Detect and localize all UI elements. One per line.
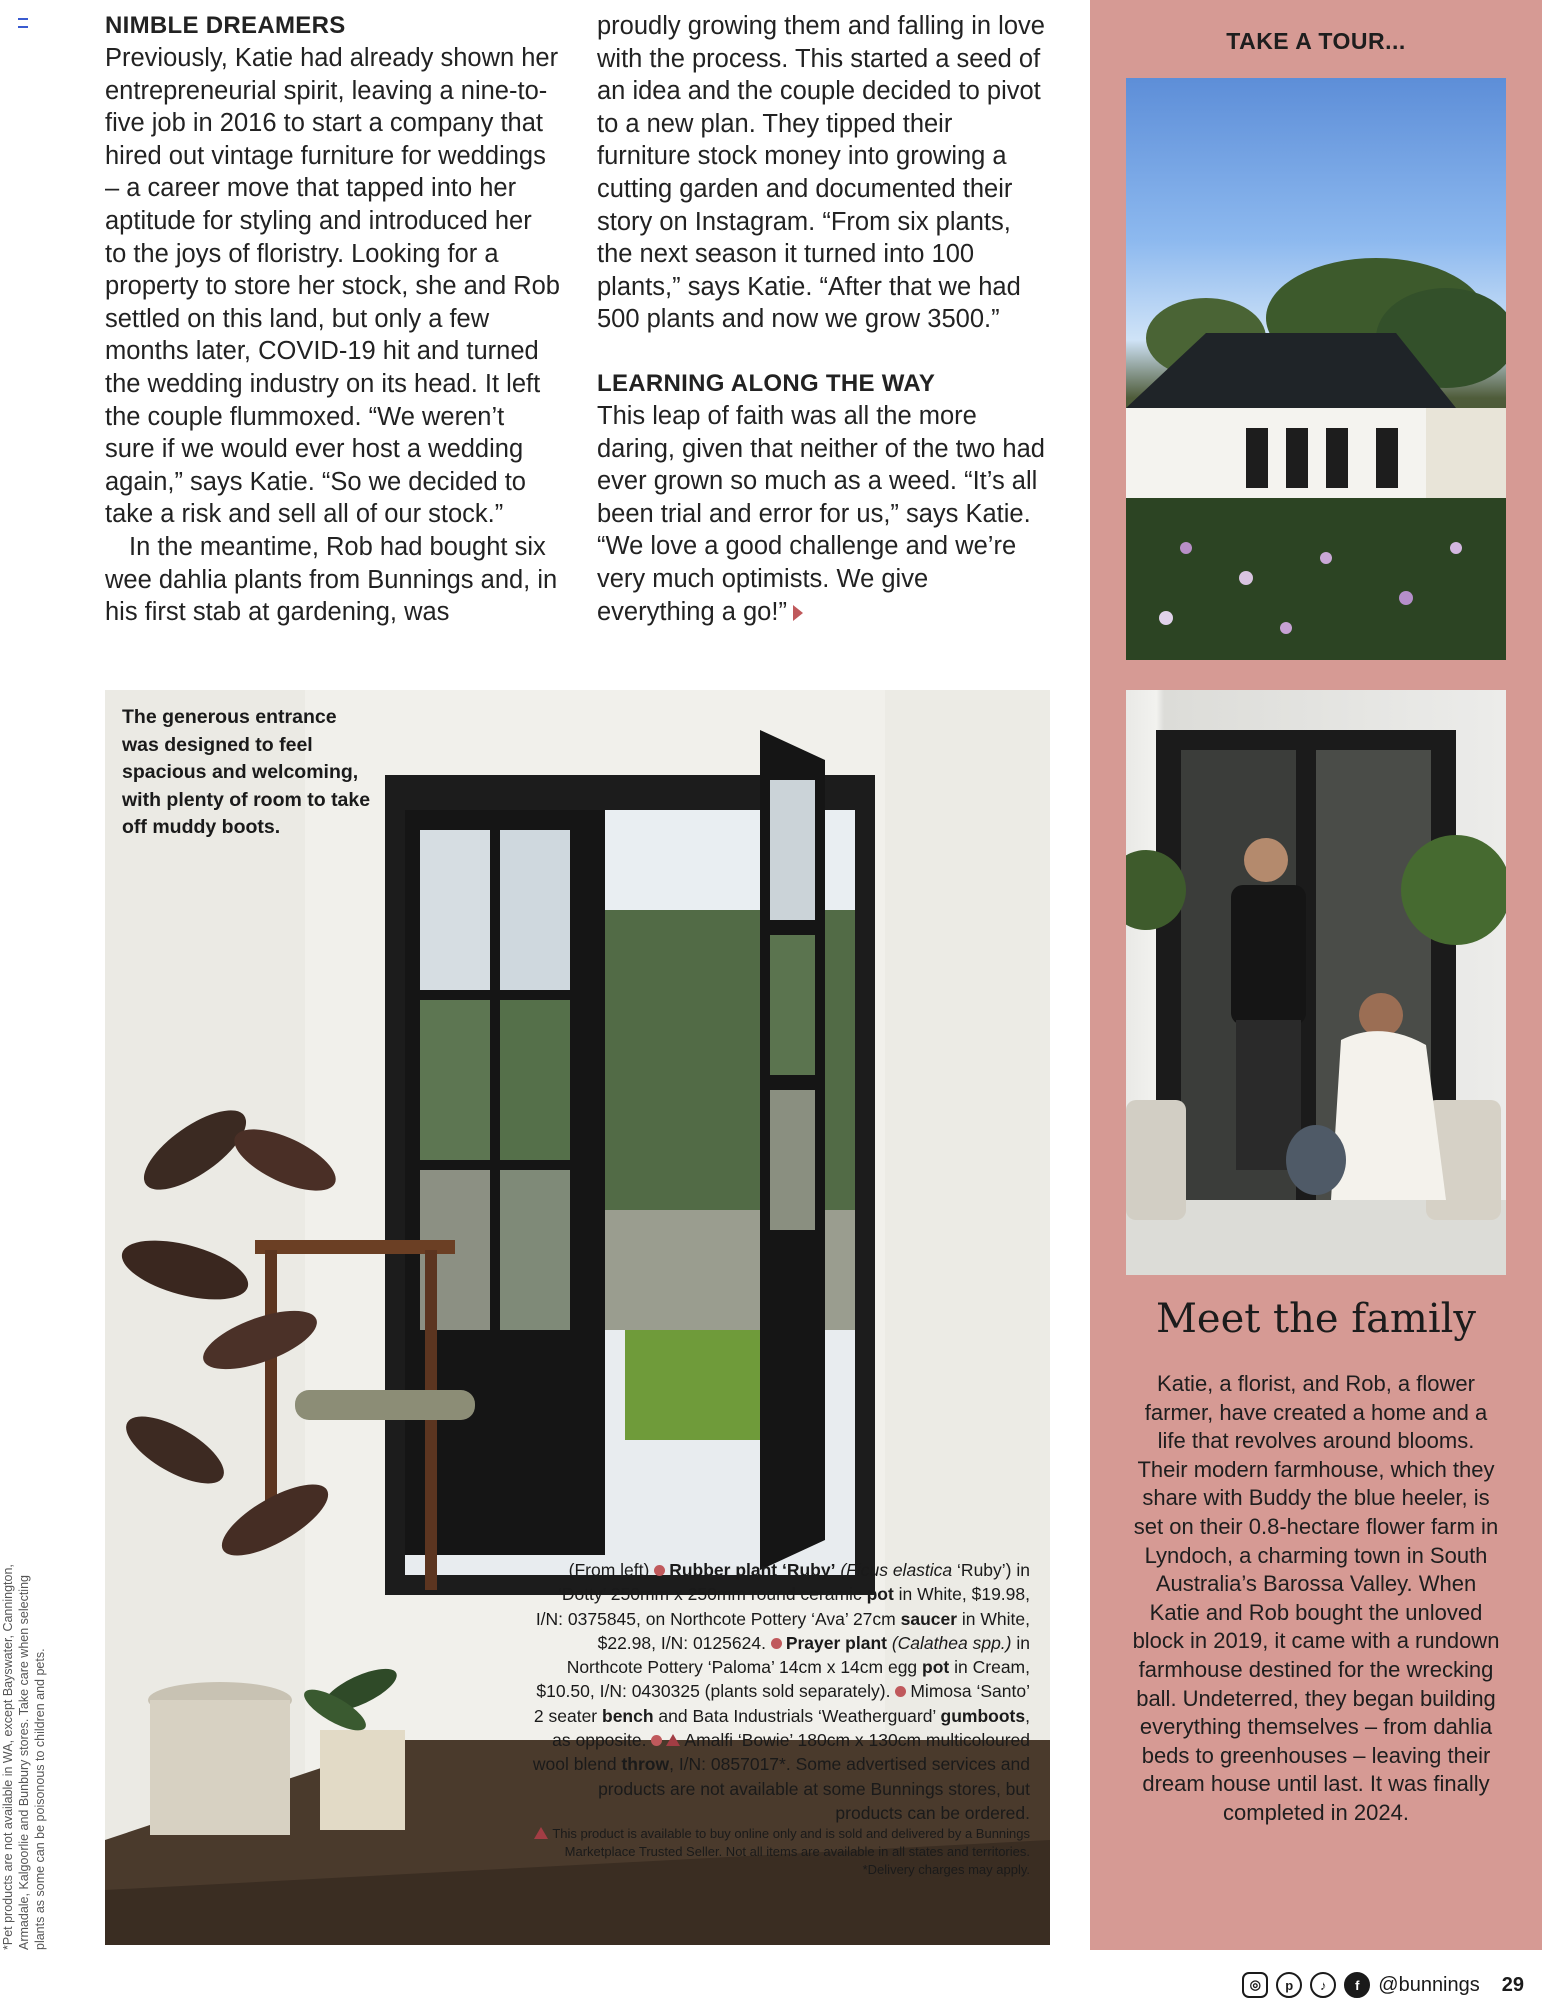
paragraph: proudly growing them and falling in love with the process. This started a seed of an idea and the couple decided to pivot to a new plan. They tipped their furniture stock money into growing a cutting garden and documented their story on Instagram. “From six plants, the next season it turned into 100 plants,” says Katie. “After that we had 500 plants and now we grow 3500.” bbox=[597, 12, 1045, 334]
legal-line: plants as some can be poisonous to children and pets. bbox=[33, 1648, 47, 1950]
credit-item-name: Rubber plant ‘Ruby’ bbox=[669, 1560, 836, 1580]
family-photo bbox=[1126, 690, 1506, 1275]
small-print bbox=[530, 1825, 1030, 1879]
pinterest-icon[interactable]: p bbox=[1276, 1972, 1302, 1998]
product-credits bbox=[530, 1558, 1030, 1879]
page-footer bbox=[1242, 1972, 1524, 1998]
legal-note bbox=[0, 1564, 47, 1950]
small-print-text: This product is available to buy online only and is sold and delivered by a Bunnings Marketplace Trusted Seller. Not all items are available in all states and territories. *Delivery charges may apply. bbox=[552, 1826, 1030, 1878]
credit-bold: saucer bbox=[900, 1608, 958, 1629]
credit-text: in White, $19.98, I/N: 0375845, on Northcote Pottery ‘Ava’ 27cm bbox=[535, 1584, 1030, 1629]
credit-bold: gumboots bbox=[940, 1705, 1026, 1726]
credit-bold: throw bbox=[621, 1754, 670, 1775]
tiktok-icon[interactable]: ♪ bbox=[1310, 1972, 1336, 1998]
marketplace-triangle-icon bbox=[666, 1734, 680, 1746]
hallway-photo bbox=[105, 690, 1050, 1945]
credit-text: Mimosa ‘Santo’ 2 seater bbox=[533, 1681, 1030, 1726]
credit-text: , as opposite. bbox=[552, 1705, 1030, 1751]
farmhouse-illustration bbox=[1126, 78, 1506, 660]
bunnings-dot-icon bbox=[651, 1735, 662, 1746]
credit-text: ‘Ruby’) in ‘Dotty’ 250mm x 250mm round ceramic bbox=[557, 1560, 1030, 1605]
article-column-right bbox=[597, 10, 1052, 628]
credit-item-name: Prayer plant bbox=[785, 1632, 887, 1653]
credit-latin: (Calathea spp.) bbox=[891, 1632, 1012, 1653]
instagram-icon[interactable]: ◎ bbox=[1242, 1972, 1268, 1998]
paragraph bbox=[597, 400, 1052, 628]
bunnings-dot-icon bbox=[771, 1638, 782, 1649]
marketplace-triangle-icon bbox=[534, 1827, 548, 1839]
family-illustration bbox=[1126, 690, 1506, 1275]
corner-mark bbox=[18, 18, 28, 28]
farmhouse-photo bbox=[1126, 78, 1506, 660]
social-handle: @bunnings bbox=[1378, 1973, 1480, 1996]
tour-title: TAKE A TOUR... bbox=[1226, 28, 1406, 54]
bunnings-dot-icon bbox=[895, 1686, 906, 1697]
paragraph: Previously, Katie had already shown her entrepreneurial spirit, leaving a nine-to-five job in 2016 to start a company that hired out vintage furniture for weddings – a career move that tapped into her aptitude for styling and introduced her to the joys of floristry. Looking for a property to store her stock, she and Rob settled on this land, but only a few months later, COVID-19 hit and turned the wedding industry on its head. It left the couple flummoxed. “We weren’t sure if we would ever host a wedding again,” says Katie. “So we decided to take a risk and sell all of our stock.” bbox=[105, 44, 560, 529]
credit-latin: (Ficus elastica bbox=[840, 1560, 953, 1580]
paragraph: In the meantime, Rob had bought six wee dahlia plants from Bunnings and, in his first stab at gardening, was bbox=[105, 532, 558, 627]
section-heading-learning: LEARNING ALONG THE WAY bbox=[597, 369, 936, 397]
credit-text: in White, $22.98, I/N: 0125624. bbox=[597, 1608, 1030, 1653]
family-body: Katie, a florist, and Rob, a flower farmer, have created a home and a life that revolves around blooms. Their modern farmhouse, which they share with Buddy the blue heeler, is set on their 0.8-hectare flower farm in Lyndoch, a charming town in South Australia’s Barossa Valley. When Katie and Rob bought the unloved block in 2019, it came with a rundown farmhouse destined for the wrecking ball. Undeterred, they began building everything themselves – from dahlia beds to greenhouses – leaving their dream house until last. It was finally completed in 2024. bbox=[1132, 1371, 1500, 1825]
credit-text: and Bata Industrials ‘Weatherguard’ bbox=[658, 1705, 936, 1726]
credit-bold: pot bbox=[866, 1584, 894, 1605]
article-column-left bbox=[105, 10, 560, 629]
credit-text: , I/N: 0857017*. Some advertised services and products are not available at some Bunnings stores, but products can be ordered. bbox=[598, 1754, 1030, 1823]
legal-line: *Pet products are not available in WA, except Bayswater, Cannington, bbox=[1, 1564, 15, 1950]
family-heading: Meet the family bbox=[1155, 1296, 1477, 1342]
credit-intro: (From left) bbox=[568, 1560, 650, 1580]
bunnings-dot-icon bbox=[654, 1565, 665, 1576]
sidebar-panel bbox=[1090, 0, 1542, 1950]
credit-bold: bench bbox=[602, 1705, 654, 1726]
legal-line: Armadale, Kalgoorlie and Bunbury stores. Take care when selecting bbox=[17, 1575, 31, 1950]
credit-text: Amalfi ‘Bowie’ 180cm x 130cm multicoloured wool blend bbox=[532, 1730, 1030, 1775]
credit-text: in Northcote Pottery ‘Paloma’ 14cm x 14cm egg bbox=[566, 1632, 1030, 1678]
end-mark-icon bbox=[793, 605, 803, 621]
facebook-icon[interactable]: f bbox=[1344, 1972, 1370, 1998]
page-number: 29 bbox=[1501, 1973, 1524, 1996]
credit-bold: pot bbox=[922, 1657, 950, 1678]
section-heading-nimble-dreamers: NIMBLE DREAMERS bbox=[105, 12, 346, 39]
photo-caption: The generous entrance was designed to feel spacious and welcoming, with plenty of room to take off muddy boots. bbox=[122, 706, 371, 838]
credit-text: in Cream, $10.50, I/N: 0430325 (plants sold separately). bbox=[536, 1657, 1030, 1702]
paragraph-text: This leap of faith was all the more daring, given that neither of the two had ever grown so much as a weed. “It’s all been trial and error for us,” says Katie. “We love a good challenge and we’re very much optimists. We give everything a go!” bbox=[597, 401, 1045, 626]
